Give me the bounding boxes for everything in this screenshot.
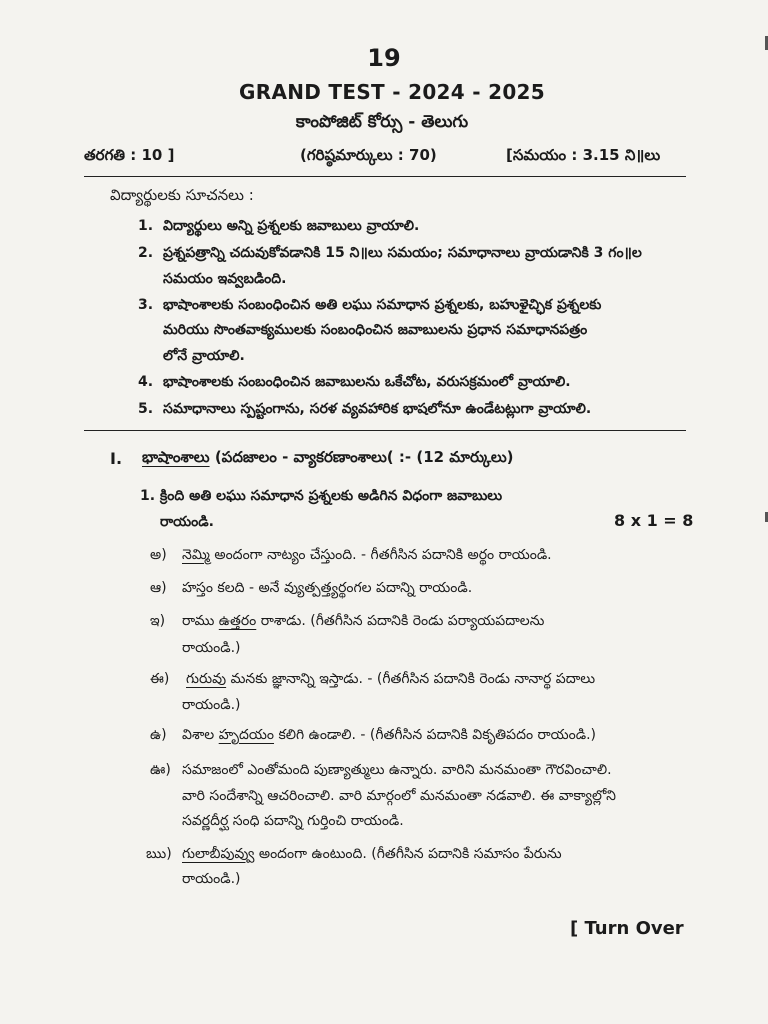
- sub-question-text-cont: వారి సందేశాన్ని ఆచరించాలి. వారి మార్గంలో మనమంతా నడవాలి. ఈ వాక్యాల్లోని: [182, 788, 616, 804]
- instruction-number: 4.: [138, 374, 154, 390]
- instruction-line: సమయం ఇవ్వబడింది.: [163, 271, 287, 287]
- sub-question-text: రాము ఉత్తరం రాశాడు. (గీతగీసిన పదానికి రెండు పర్యాయపదాలను: [182, 613, 545, 629]
- sub-question-text: హస్తం కలది - అనే వ్యుత్పత్త్యర్థంగల పదాన్ని రాయండి.: [182, 580, 473, 596]
- sub-question-text-cont: రాయండి.): [182, 697, 241, 713]
- class-label: తరగతి : 10 ]: [84, 146, 175, 164]
- sub-question-text: నెమ్మి అందంగా నాట్యం చేస్తుంది. - గీతగీసిన పదానికి అర్థం రాయండి.: [182, 547, 552, 563]
- instruction-line: ప్రశ్నపత్రాన్ని చదువుకోవడానికి 15 ని॥లు సమయం; సమాధానాలు వ్రాయడానికి 3 గం॥ల: [163, 245, 642, 261]
- sub-question-text-cont: రాయండి.): [182, 640, 241, 656]
- sub-question-text: విశాల హృదయం కలిగి ఉండాలి. - (గీతగీసిన పదానికి వికృతిపదం రాయండి.): [182, 727, 596, 743]
- question-line: రాయండి.: [160, 514, 214, 530]
- sub-question-label: ఈ): [150, 671, 170, 687]
- instruction-number: 3.: [138, 297, 154, 313]
- underlined-word: నెమ్మి: [182, 547, 210, 563]
- page-number: 19: [367, 44, 401, 72]
- underlined-word: హృదయం: [218, 727, 275, 743]
- max-marks: (గరిష్ఠమార్కులు : 70): [300, 146, 437, 164]
- instruction-line: సమాధానాలు స్పష్టంగాను, సరళ వ్యవహారిక భాషలోనూ ఉండేటట్లుగా వ్రాయాలి.: [163, 401, 592, 417]
- sub-question-text-cont: సవర్ణదీర్ఘ సంధి పదాన్ని గుర్తించి రాయండి.: [182, 813, 404, 829]
- instruction-number: 2.: [138, 245, 154, 261]
- instruction-number: 1.: [138, 218, 154, 234]
- turn-over-note: [ Turn Over: [570, 918, 684, 939]
- instruction-line: భాషాంశాలకు సంబంధించిన అతి లఘు సమాధాన ప్రశ్నలకు, బహుళైచ్ఛిక ప్రశ్నలకు: [163, 297, 602, 313]
- question-line: క్రింది అతి లఘు సమాధాన ప్రశ్నలకు అడిగిన విధంగా జవాబులు: [160, 488, 503, 504]
- section-number: I.: [110, 449, 123, 468]
- question-number: 1.: [140, 488, 156, 504]
- sub-question-label: అ): [150, 547, 167, 563]
- instruction-line: లోనే వ్రాయాలి.: [163, 348, 245, 364]
- sub-question-text-cont: రాయండి.): [182, 871, 241, 887]
- sub-question-label: ఉ): [150, 727, 167, 743]
- instructions-divider: [84, 430, 686, 431]
- underlined-word: గురువు: [186, 671, 227, 687]
- section-title-rest: (పదజాలం - వ్యాకరణాంశాలు( :- (12 మార్కులు): [214, 448, 514, 466]
- sub-question-label: ఋ): [146, 846, 172, 862]
- instruction-line: మరియు సొంతవాక్యములకు సంబంధించిన జవాబులను ప్రధాన సమాధానపత్రం: [163, 322, 588, 338]
- section-title-underlined: భాషాంశాలు: [142, 448, 210, 466]
- sub-question-text: గులాబీపువ్వు అందంగా ఉంటుంది. (గీతగీసిన పదానికి సమాసం పేరును: [182, 846, 562, 862]
- sub-question-label: ఆ): [150, 580, 167, 596]
- question-marks: 8 x 1 = 8: [614, 511, 694, 530]
- exam-title: GRAND TEST - 2024 - 2025: [239, 80, 545, 104]
- underlined-word: గులాబీపువ్వు: [182, 846, 255, 862]
- time-allowed: [సమయం : 3.15 ని॥లు: [506, 146, 661, 164]
- sub-question-label: ఊ): [150, 762, 171, 778]
- section-title: [142, 448, 514, 470]
- instruction-line: విద్యార్థులు అన్ని ప్రశ్నలకు జవాబులు వ్రాయాలి.: [163, 218, 420, 234]
- instruction-line: భాషాంశాలకు సంబంధించిన జవాబులను ఒకేచోట, వరుసక్రమంలో వ్రాయాలి.: [163, 374, 571, 390]
- sub-question-text: సమాజంలో ఎంతోమంది పుణ్యాత్ములు ఉన్నారు. వారిని మనమంతా గౌరవించాలి.: [182, 762, 612, 778]
- sub-question-text: గురువు మనకు జ్ఞానాన్ని ఇస్తాడు. - (గీతగీసిన పదానికి రెండు నానార్థ పదాలు: [186, 671, 596, 687]
- exam-subtitle: కాంపోజిట్ కోర్సు - తెలుగు: [295, 112, 469, 132]
- underlined-word: ఉత్తరం: [218, 613, 257, 629]
- instructions-heading: విద్యార్థులకు సూచనలు :: [110, 186, 254, 204]
- instruction-number: 5.: [138, 401, 154, 417]
- header-divider: [84, 176, 686, 177]
- sub-question-label: ఇ): [150, 613, 166, 629]
